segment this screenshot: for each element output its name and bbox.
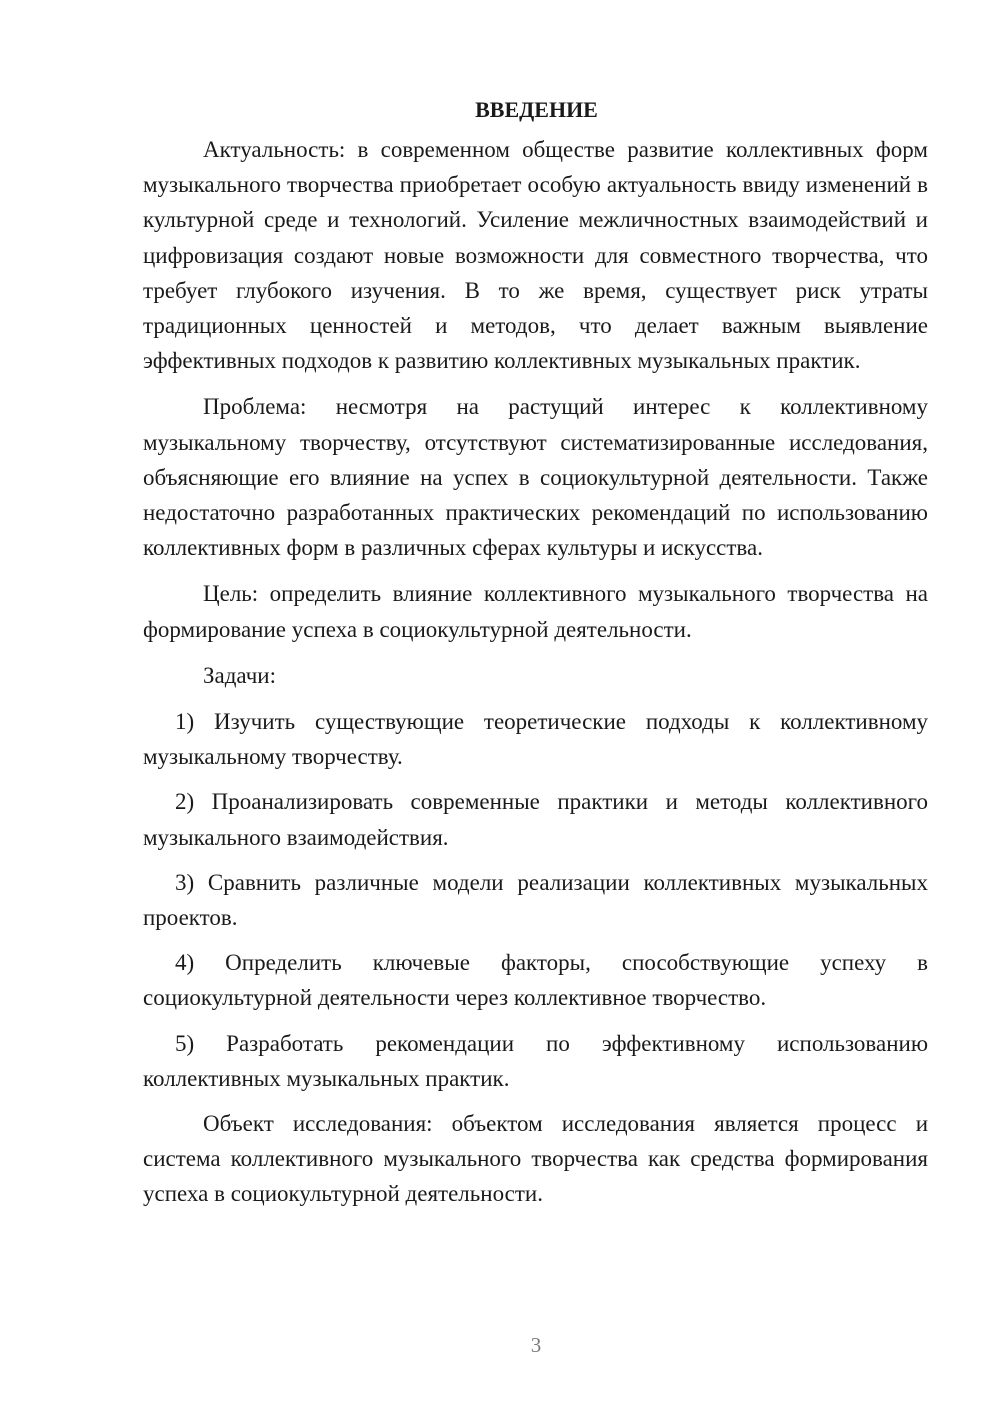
page-number: 3 (530, 1333, 542, 1357)
task-item: 1) Изучить существующие теоретические подходы к коллективному музыкальному творчеству. (143, 709, 928, 770)
problem-paragraph: Проблема: несмотря на растущий интерес к коллективному музыкальному творчеству, отсутствуют систематизированные исследования, объясняющие его влияние на успех в социокультурной деятельности. Также недостаточно разработанных практических рекомендаций по использованию коллективных форм в различных сферах культуры и искусства. (143, 394, 928, 561)
task-item: 4) Определить ключевые факторы, способствующие успеху в социокультурной деятельности через коллективное творчество. (143, 950, 928, 1011)
object-paragraph: Объект исследования: объектом исследования является процесс и система коллективного музыкального творчества как средства формирования успеха в социокультурной деятельности. (143, 1111, 928, 1207)
task-item: 5) Разработать рекомендации по эффективному использованию коллективных музыкальных практик. (143, 1030, 928, 1091)
relevance-paragraph: Актуальность: в современном обществе развитие коллективных форм музыкального творчества приобретает особую актуальность ввиду изменений в культурной среде и технологий. Усиление межличностных взаимодействий и цифровизация создают новые возможности для совместного творчества, что требует глубокого изучения. В то же время, существует риск утраты традиционных ценностей и методов, что делает важным выявление эффективных подходов к развитию коллективных музыкальных практик. (143, 137, 928, 374)
page-title: ВВЕДЕНИЕ (475, 97, 598, 122)
goal-paragraph: Цель: определить влияние коллективного музыкального творчества на формирование успеха в социокультурной деятельности. (143, 581, 928, 642)
tasks-label: Задачи: (203, 662, 276, 688)
task-item: 2) Проанализировать современные практики и методы коллективного музыкального взаимодействия. (143, 789, 928, 850)
task-item: 3) Сравнить различные модели реализации коллективных музыкальных проектов. (143, 869, 928, 931)
page-content (143, 94, 928, 1212)
